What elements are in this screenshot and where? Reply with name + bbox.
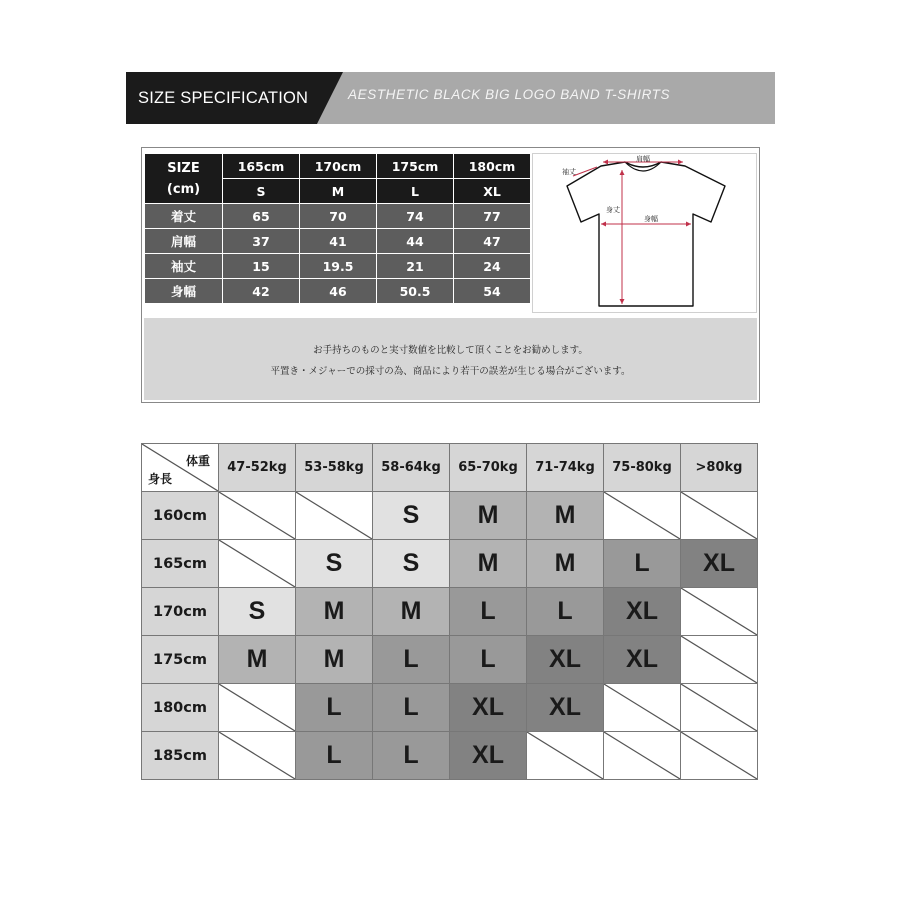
diagonal-line [681, 492, 757, 539]
spec-row [145, 204, 531, 229]
diagram-label-length: 身丈 [606, 206, 620, 214]
size-cell: XL [604, 636, 681, 684]
size-cell: S [373, 492, 450, 540]
height-header: 165cm [223, 154, 300, 179]
height-header: 185cm [142, 732, 219, 780]
measure-label: 身幅 [145, 279, 223, 304]
height-weight-size-chart [141, 443, 758, 780]
size-unit-header [145, 154, 223, 204]
size-cell: XL [681, 540, 758, 588]
empty-cell [604, 732, 681, 780]
banner-title: SIZE SPECIFICATION [138, 89, 309, 107]
size-cell: XL [527, 636, 604, 684]
weight-header: 47-52kg [219, 444, 296, 492]
height-header: 170cm [300, 154, 377, 179]
chart-row [142, 588, 758, 636]
measure-value: 41 [300, 229, 377, 254]
empty-cell [219, 684, 296, 732]
height-header: 160cm [142, 492, 219, 540]
weight-header: >80kg [681, 444, 758, 492]
empty-cell [219, 540, 296, 588]
size-cell: M [296, 636, 373, 684]
size-cell: M [450, 492, 527, 540]
empty-cell [219, 732, 296, 780]
measure-value: 42 [223, 279, 300, 304]
tshirt-diagram [532, 153, 757, 313]
diagonal-line [219, 684, 295, 731]
empty-cell [219, 492, 296, 540]
empty-cell [296, 492, 373, 540]
size-header: M [300, 179, 377, 204]
chart-row [142, 732, 758, 780]
spec-row [145, 229, 531, 254]
measure-value: 65 [223, 204, 300, 229]
chart-corner [142, 444, 219, 492]
unit-label: (cm) [166, 181, 201, 197]
height-header: 175cm [142, 636, 219, 684]
diagonal-line [219, 732, 295, 779]
size-cell: L [373, 636, 450, 684]
diagonal-line [527, 732, 603, 779]
size-cell: L [373, 684, 450, 732]
size-cell: L [373, 732, 450, 780]
size-cell: M [373, 588, 450, 636]
empty-cell [681, 684, 758, 732]
size-cell: M [527, 492, 604, 540]
empty-cell [681, 588, 758, 636]
chart-body [142, 492, 758, 780]
chart-row [142, 540, 758, 588]
size-header: L [377, 179, 454, 204]
diagonal-line [681, 732, 757, 779]
measure-value: 21 [377, 254, 454, 279]
weight-axis-label: 体重 [185, 454, 210, 468]
height-header: 170cm [142, 588, 219, 636]
measure-value: 47 [454, 229, 531, 254]
chart-row [142, 492, 758, 540]
measure-label: 袖丈 [145, 254, 223, 279]
diagonal-line [604, 684, 680, 731]
diagram-label-shoulder: 肩幅 [636, 155, 650, 163]
size-label: SIZE [167, 160, 200, 176]
size-cell: XL [450, 732, 527, 780]
height-header: 180cm [454, 154, 531, 179]
header-banner [126, 72, 775, 124]
measurement-note [144, 318, 757, 400]
weight-header: 65-70kg [450, 444, 527, 492]
empty-cell [681, 732, 758, 780]
spec-row [145, 254, 531, 279]
measure-value: 77 [454, 204, 531, 229]
banner-subtitle: AESTHETIC BLACK BIG LOGO BAND T-SHIRTS [348, 87, 671, 102]
height-header: 175cm [377, 154, 454, 179]
size-spec-table [144, 153, 531, 304]
diagonal-line [604, 732, 680, 779]
size-cell: L [296, 684, 373, 732]
empty-cell [681, 636, 758, 684]
diagonal-line [219, 492, 295, 539]
measure-value: 44 [377, 229, 454, 254]
measure-value: 24 [454, 254, 531, 279]
measure-value: 15 [223, 254, 300, 279]
size-spec-box [141, 147, 760, 403]
size-cell: S [296, 540, 373, 588]
size-cell: S [219, 588, 296, 636]
tshirt-outline-icon [533, 154, 756, 312]
empty-cell [604, 492, 681, 540]
size-header: S [223, 179, 300, 204]
spec-row [145, 279, 531, 304]
size-cell: L [296, 732, 373, 780]
measure-value: 19.5 [300, 254, 377, 279]
size-cell: M [527, 540, 604, 588]
size-cell: L [527, 588, 604, 636]
note-line: 平置き・メジャーでの採寸の為、商品により若干の誤差が生じる場合がございます。 [270, 366, 631, 377]
weight-header: 71-74kg [527, 444, 604, 492]
size-cell: L [450, 588, 527, 636]
empty-cell [604, 684, 681, 732]
weight-header: 53-58kg [296, 444, 373, 492]
weight-header: 58-64kg [373, 444, 450, 492]
chart-row [142, 636, 758, 684]
measure-value: 46 [300, 279, 377, 304]
diagram-label-sleeve: 袖丈 [562, 168, 576, 176]
diagonal-line [604, 492, 680, 539]
empty-cell [681, 492, 758, 540]
measure-label: 肩幅 [145, 229, 223, 254]
size-cell: L [604, 540, 681, 588]
measure-value: 70 [300, 204, 377, 229]
empty-cell [527, 732, 604, 780]
size-cell: S [373, 540, 450, 588]
measure-value: 74 [377, 204, 454, 229]
size-header: XL [454, 179, 531, 204]
size-cell: L [450, 636, 527, 684]
diagram-label-body-width: 身幅 [644, 215, 658, 223]
measure-value: 37 [223, 229, 300, 254]
diagonal-line [681, 636, 757, 683]
note-line: お手持ちのものと実寸数値を比較して頂くことをお勧めします。 [313, 345, 588, 356]
diagonal-line [296, 492, 372, 539]
height-header: 180cm [142, 684, 219, 732]
size-cell: M [219, 636, 296, 684]
diagonal-line [219, 540, 295, 587]
measure-value: 50.5 [377, 279, 454, 304]
weight-header: 75-80kg [604, 444, 681, 492]
size-cell: XL [527, 684, 604, 732]
measure-value: 54 [454, 279, 531, 304]
measure-label: 着丈 [145, 204, 223, 229]
diagonal-line [681, 588, 757, 635]
size-cell: XL [450, 684, 527, 732]
chart-row [142, 684, 758, 732]
height-header: 165cm [142, 540, 219, 588]
size-cell: XL [604, 588, 681, 636]
diagonal-line [681, 684, 757, 731]
size-cell: M [450, 540, 527, 588]
height-axis-label: 身長 [148, 472, 173, 486]
size-cell: M [296, 588, 373, 636]
